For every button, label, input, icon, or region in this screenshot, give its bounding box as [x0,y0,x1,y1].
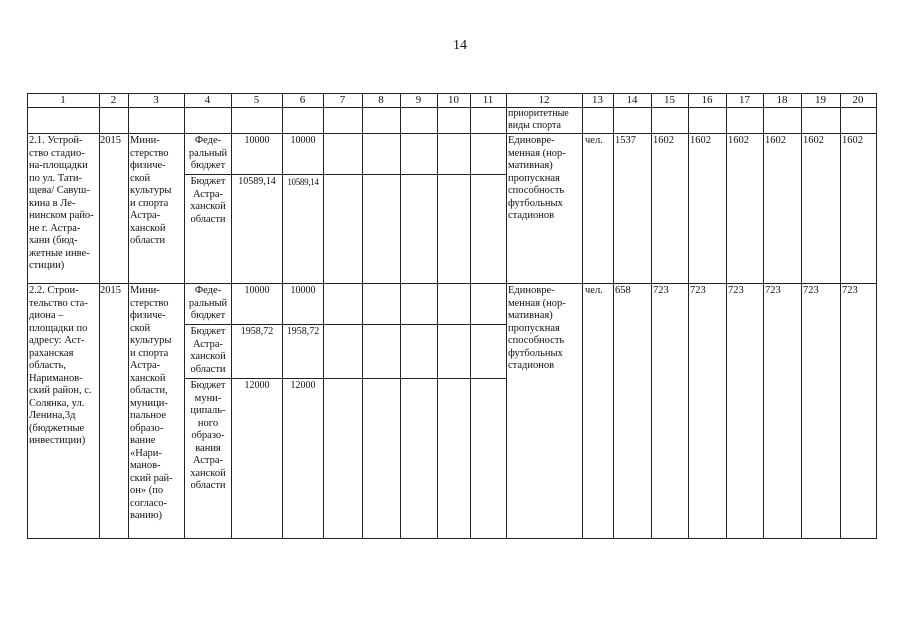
value-col15: 723 [653,285,669,296]
funding-col6: 1958,72 [286,326,320,337]
subrow-divider [184,324,506,325]
subrow-divider [184,174,506,175]
continuation-text: приоритетные виды спорта [508,108,569,131]
row-year: 2015 [100,285,121,296]
col-header-11: 11 [482,94,494,106]
col-divider [763,93,764,539]
col-header-20: 20 [852,94,864,106]
header-divider [27,107,877,108]
value-col16: 723 [690,285,706,296]
row-year: 2015 [100,135,121,146]
col-header-9: 9 [415,94,422,106]
col-header-17: 17 [739,94,750,106]
col-divider [801,93,802,539]
subrow-divider [184,378,506,379]
funding-col6: 10000 [290,135,316,146]
col-divider [726,93,727,539]
funding-col5: 10000 [244,285,270,296]
row-divider [27,283,877,284]
col-header-8: 8 [378,94,384,106]
value-col17: 1602 [728,135,749,146]
funding-col6: 10000 [290,285,316,296]
col-header-14: 14 [626,94,638,106]
funding-col5: 12000 [244,380,270,391]
value-col19: 723 [803,285,819,296]
col-header-18: 18 [776,94,788,106]
col-divider [613,93,614,539]
col-divider [470,93,471,539]
funding-source: Феде- ральный бюджет [188,135,228,171]
col-header-2: 2 [110,94,117,106]
col-header-1: 1 [60,94,66,106]
col-header-16: 16 [701,94,713,106]
funding-source: Феде- ральный бюджет [188,285,228,321]
funding-col5: 10589,14 [238,176,276,187]
col-divider [99,93,100,539]
value-col15: 1602 [653,135,674,146]
row-unit: чел. [585,135,603,146]
row-executor: Мини- стерство физиче- ской культуры и спорта Астра- ханской области [130,135,172,246]
col-divider [437,93,438,539]
value-col20: 1602 [842,135,863,146]
col-header-5: 5 [253,94,260,106]
col-header-4: 4 [204,94,211,106]
col-divider [840,93,841,539]
data-table [27,93,877,539]
table-border-left [27,93,28,539]
col-divider [231,93,232,539]
col-divider [688,93,689,539]
col-divider [362,93,363,539]
row-title: 2.1. Устрой- ство стадио- на-площадки по ул. Тати- щева/ Савуш- кина в Ле- нинском райо- не г. Астра- хани (бюд- жетные инве- стиции) [29,135,94,271]
value-col17: 723 [728,285,744,296]
funding-col5: 10000 [244,135,270,146]
table-border-bottom [27,538,877,539]
page-number: 14 [453,38,467,53]
row-executor: Мини- стерство физиче- ской культуры и спорта Астра- ханской области, муници- пальное образо- вание «Нари- манов- ский рай- он» (по согласо- ванию) [130,285,173,521]
row-divider [27,133,877,134]
col-divider [323,93,324,539]
col-header-15: 15 [664,94,675,106]
row-unit: чел. [585,285,603,296]
col-divider [400,93,401,539]
value-col14: 1537 [615,135,636,146]
col-header-12: 12 [538,94,550,106]
col-divider [582,93,583,539]
col-divider [282,93,283,539]
col-header-19: 19 [815,94,826,106]
col-divider [128,93,129,539]
col-header-10: 10 [448,94,459,106]
funding-col6: 10589,14 [287,177,319,187]
funding-source: Бюджет Астра- ханской области [190,176,226,225]
value-col18: 1602 [765,135,786,146]
value-col18: 723 [765,285,781,296]
table-border-right [876,93,877,539]
row-title: 2.2. Строи- тельство ста- диона – площадки по адресу: Аст- раханская область, Нариманов- ский район, с. Солянка, ул. Ленина,3д (бюджетные инвестиции) [29,285,92,446]
value-col14: 658 [615,285,631,296]
funding-col5: 1958,72 [240,326,274,337]
funding-source: Бюджет Астра- ханской области [190,326,226,375]
col-header-3: 3 [153,94,159,106]
row-indicator: Единовре- менная (нор- мативная) пропускная способность футбольных стадионов [508,285,566,371]
col-divider [506,93,507,539]
value-col16: 1602 [690,135,711,146]
value-col20: 723 [842,285,858,296]
row-indicator: Единовре- менная (нор- мативная) пропускная способность футбольных стадионов [508,135,566,221]
col-header-7: 7 [339,94,346,106]
funding-source: Бюджет муни- ципаль- ного образо- вания Астра- ханской области [190,380,226,491]
col-divider [651,93,652,539]
col-header-6: 6 [299,94,306,106]
col-header-13: 13 [592,94,603,106]
funding-col6: 12000 [290,380,316,391]
value-col19: 1602 [803,135,824,146]
